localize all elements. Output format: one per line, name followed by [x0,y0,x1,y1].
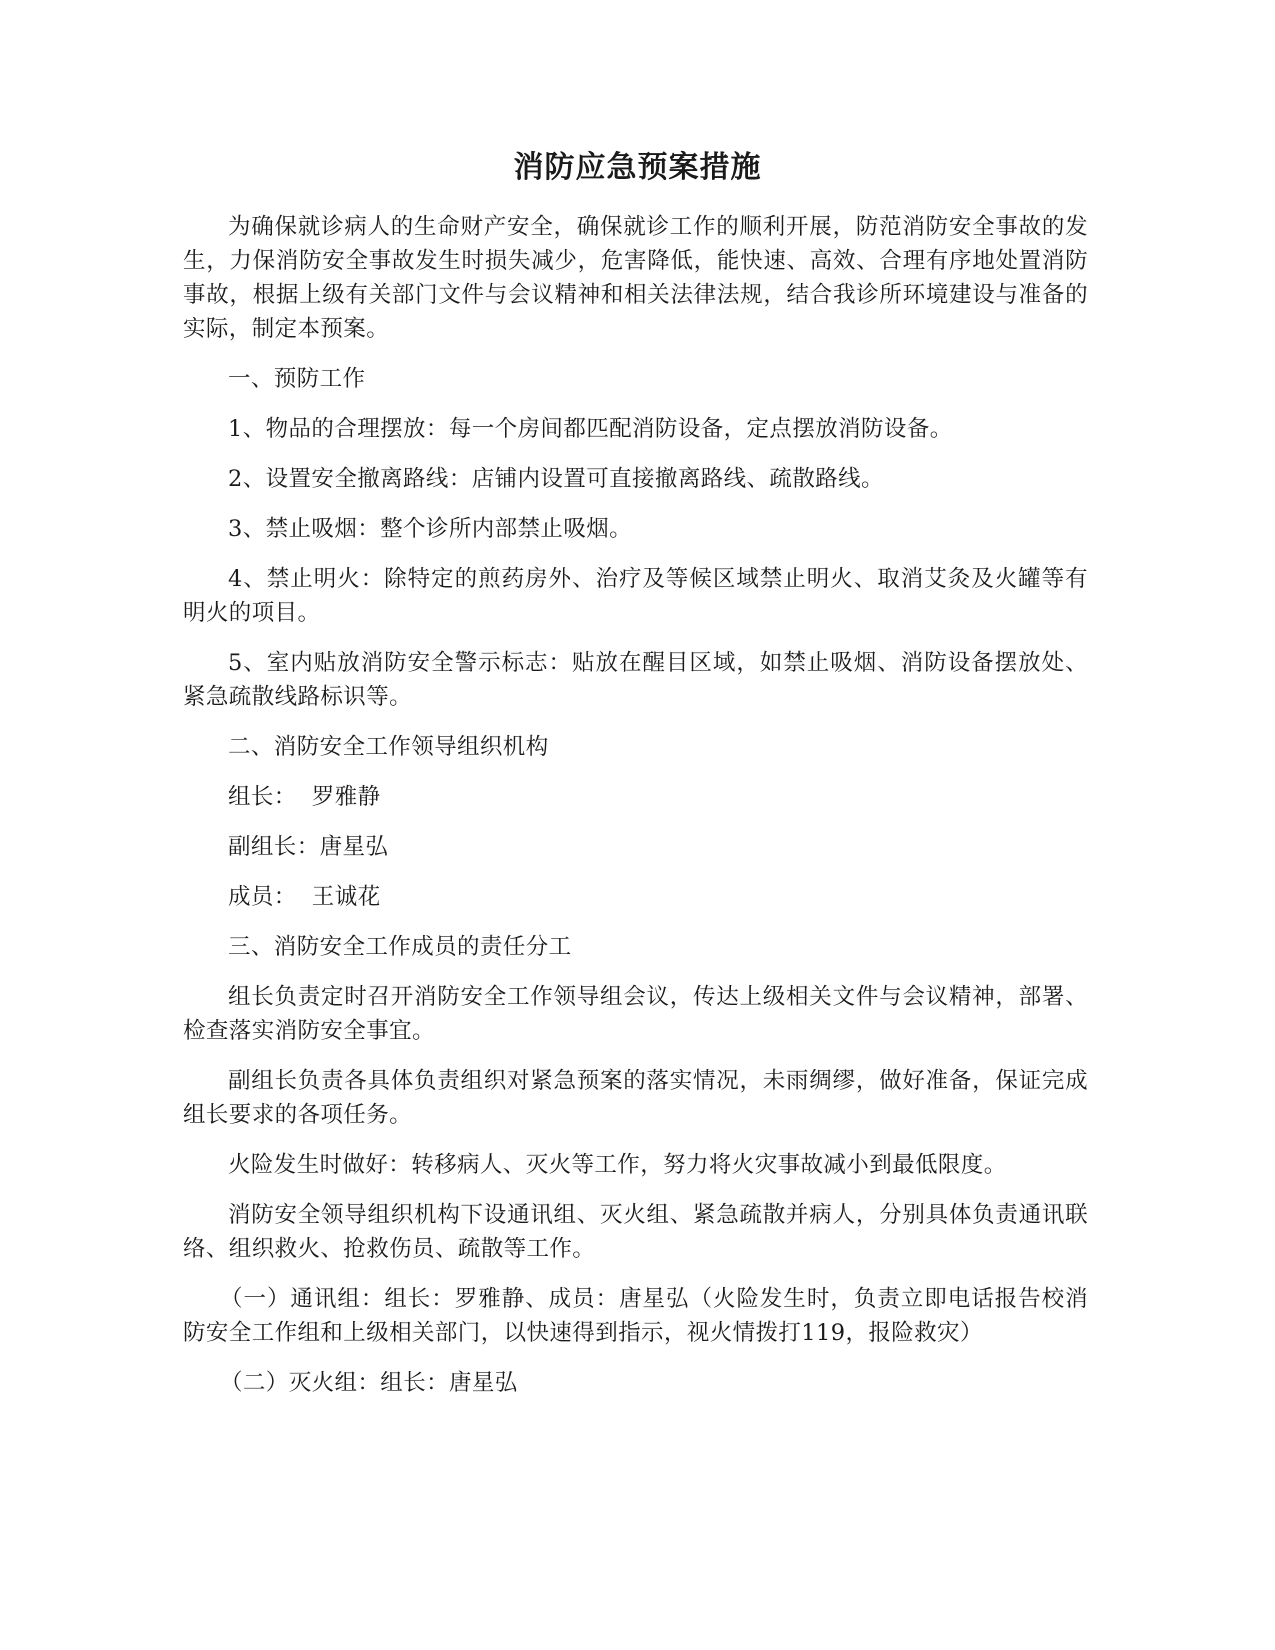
list-item: 2、设置安全撤离路线：店铺内设置可直接撤离路线、疏散路线。 [228,466,884,492]
body-paragraph: 组长负责定时召开消防安全工作领导组会议，传达上级相关文件与会议精神，部署、检查落实消防安全事宜。 [183,984,1088,1044]
member-line: 成员： 王诚花 [228,884,381,910]
section-heading-responsibilities: 三、消防安全工作成员的责任分工 [228,934,572,960]
body-paragraph: 火险发生时做好：转移病人、灭火等工作，努力将火灾事故减小到最低限度。 [228,1152,1007,1178]
list-item: 3、禁止吸烟：整个诊所内部禁止吸烟。 [228,516,633,542]
body-paragraph: 消防安全领导组织机构下设通讯组、灭火组、紧急疏散并病人，分别具体负责通讯联络、组织救火、抢救伤员、疏散等工作。 [183,1202,1088,1262]
intro-paragraph: 为确保就诊病人的生命财产安全，确保就诊工作的顺利开展，防范消防安全事故的发生，力保消防安全事故发生时损失减少，危害降低，能快速、高效、合理有序地处置消防事故，根据上级有关部门文件与会议精神和相关法律法规，结合我诊所环境建设与准备的实际，制定本预案。 [183,214,1088,342]
section-heading-organization: 二、消防安全工作领导组织机构 [228,734,549,760]
list-item: 5、室内贴放消防安全警示标志：贴放在醒目区域，如禁止吸烟、消防设备摆放处、紧急疏散线路标识等。 [183,650,1088,710]
list-item: 4、禁止明火：除特定的煎药房外、治疗及等候区域禁止明火、取消艾灸及火罐等有明火的项目。 [183,566,1088,626]
communication-group-paragraph: （一）通讯组：组长：罗雅静、成员：唐星弘（火险发生时，负责立即电话报告校消防安全工作组和上级相关部门，以快速得到指示，视火情拨打119，报险救灾） [183,1286,1088,1346]
list-item: 1、物品的合理摆放：每一个房间都匹配消防设备，定点摆放消防设备。 [228,416,953,442]
document-title: 消防应急预案措施 [513,150,762,185]
firefighting-group-paragraph: （二）灭火组：组长：唐星弘 [220,1370,518,1396]
body-paragraph: 副组长负责各具体负责组织对紧急预案的落实情况，未雨绸缪，做好准备，保证完成组长要求的各项任务。 [183,1068,1088,1128]
deputy-leader-line: 副组长：唐星弘 [228,834,389,860]
document-body [183,210,1088,1416]
leader-line: 组长： 罗雅静 [228,784,381,810]
section-heading-prevention: 一、预防工作 [228,366,366,392]
